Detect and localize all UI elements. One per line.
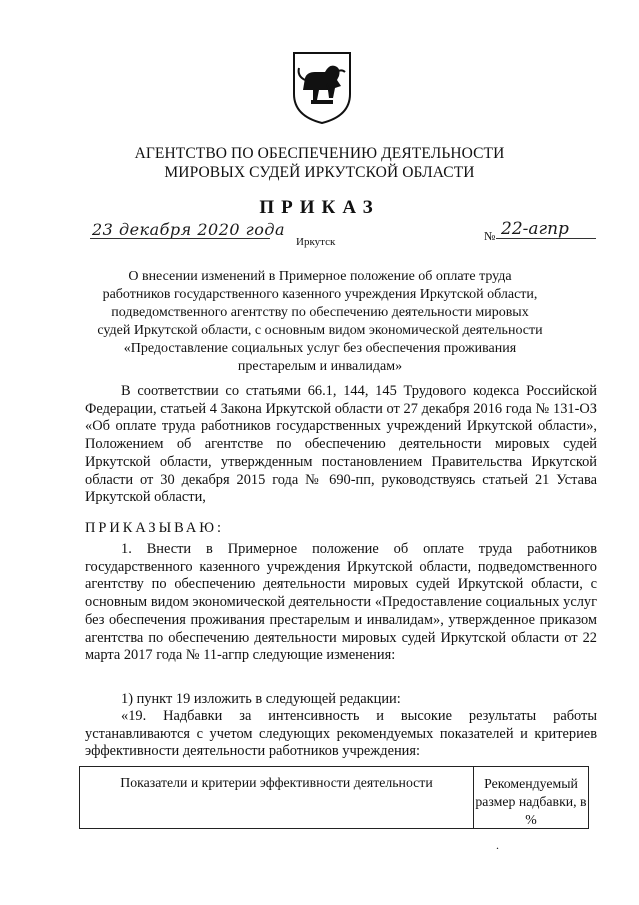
number-underline	[496, 238, 596, 239]
order-word: ПРИКАЗЫВАЮ:	[85, 520, 225, 536]
criteria-table	[79, 766, 589, 829]
table-header-allowance: Рекомендуемый размер надбавки, в %	[475, 776, 587, 827]
footer-mark: .	[496, 838, 499, 852]
date-underline	[90, 238, 270, 239]
coat-of-arms-icon	[291, 50, 353, 126]
point-19-paragraph: «19. Надбавки за интенсивность и высокие результаты работы устанавливаются с учетом следующих рекомендуемых показателей и критериев эффективности деятельности работников учреждения:	[85, 708, 597, 760]
city-label: Иркутск	[296, 236, 336, 248]
legal-basis-paragraph: В соответствии со статьями 66.1, 144, 145 Трудового кодекса Российской Федерации, статьей 4 Закона Иркутской области от 27 декабря 2016 года № 131-ОЗ «Об оплате труда работников государственных учреждений Иркутской области», Положением об агентстве по обеспечению деятельности мировых судей Иркутской области, утвержденным постановлением Правительства Иркутской области от 30 декабря 2015 года № 690-пп, руководствуясь статьей 21 Устава Иркутской области,	[85, 383, 597, 506]
handwritten-number: 22-агпр	[501, 219, 569, 239]
item-1-paragraph: 1. Внести в Примерное положение об оплате труда работников государственного казенного учреждения Иркутской области, подведомственного агентству по обеспечению деятельности мировых судей Иркутской области, с основным видом экономической деятельности «Предоставление социальных услуг без обеспечения проживания престарелым и инвалидам», утвержденное приказом агентства по обеспечению деятельности мировых судей Иркутской области от 22 марта 2017 года № 11-агпр следующие изменения:	[85, 541, 597, 664]
subitem-1-paragraph: 1) пункт 19 изложить в следующей редакции:	[121, 691, 401, 707]
agency-name	[0, 144, 639, 182]
table-header-criteria: Показатели и критерии эффективности деятельности	[120, 775, 433, 790]
document-subject: О внесении изменений в Примерное положение об оплате труда работников государственного казенного учреждения Иркутской области, подведомственного агентству по обеспечению деятельности мировых судей Иркутской области, с основным видом экономической деятельности «Предоставление социальных услуг без обеспечения проживания престарелым и инвалидам»	[97, 269, 543, 374]
number-sign: №	[484, 229, 496, 243]
agency-name-line1: АГЕНТСТВО ПО ОБЕСПЕЧЕНИЮ ДЕЯТЕЛЬНОСТИ	[134, 145, 505, 162]
handwritten-date: 23 декабря 2020 года	[92, 220, 286, 239]
document-title: ПРИКАЗ	[259, 197, 380, 218]
agency-name-line2: МИРОВЫХ СУДЕЙ ИРКУТСКОЙ ОБЛАСТИ	[164, 164, 475, 181]
